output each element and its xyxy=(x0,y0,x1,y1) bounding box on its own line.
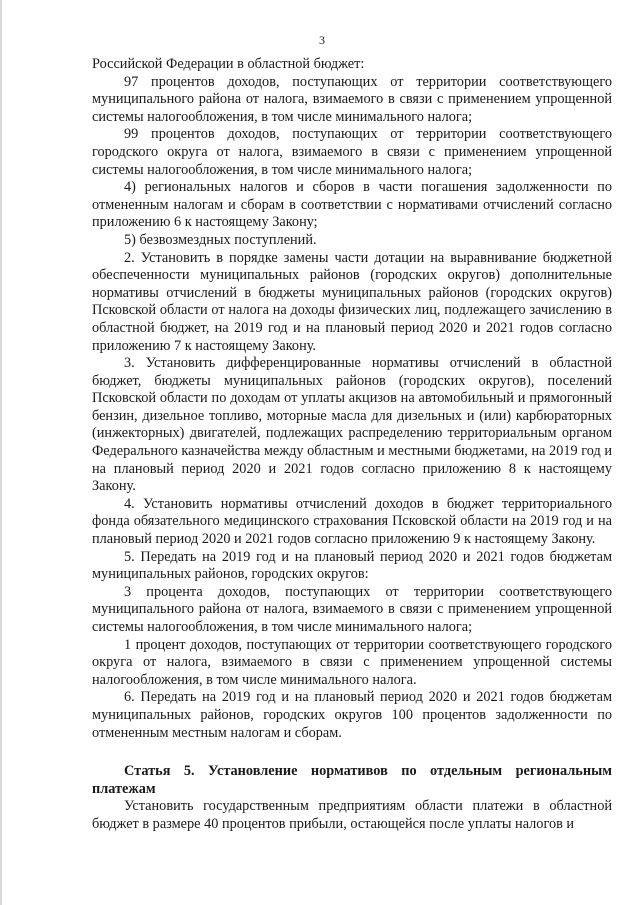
paragraph-3-percent: 3 процента доходов, поступающих от территории соответствующего муниципального района от налога, взимаемого в связи с применением упрощенной системы налогообложения, в том числе минимального налога; xyxy=(92,583,612,635)
paragraph-item-4: 4) региональных налогов и сборов в части погашения задолженности по отмененным налогам и сборам в соответствии с нормативами отчислений согласно приложению 6 к настоящему Закону; xyxy=(92,179,612,231)
page-number: 3 xyxy=(319,33,325,47)
paragraph-clause-4: 4. Установить нормативы отчислений доходов в бюджет территориального фонда обязательного медицинского страхования Псковской области на 2019 год и на плановый период 2020 и 2021 годов согласно приложению 9 к настоящему Закону. xyxy=(92,495,612,548)
article-5-paragraph: Установить государственным предприятиям области платежи в областной бюджет в размере 40 процентов прибыли, остающейся после уплаты налогов и xyxy=(92,798,612,832)
paragraph-item-5: 5) безвозмездных поступлений. xyxy=(124,231,317,248)
paragraph-clause-2: 2. Установить в порядке замены части дотации на выравнивание бюджетной обеспеченности муниципальных районов (городских округов) дополнительные нормативы отчислений в бюджеты муниципальных районов (городских округов) Псковской области от налога на доходы физических лиц, подлежащего зачислению в областной бюджет, на 2019 год и на плановый период 2020 и 2021 годов согласно приложению 7 к настоящему Закону. xyxy=(92,249,612,354)
paragraph-99-percent: 99 процентов доходов, поступающих от территории соответствующего городского округа от налога, взимаемого в связи с применением упрощенной системы налогообложения, в том числе минимального налога; xyxy=(92,126,612,178)
document-body xyxy=(92,56,612,834)
paragraph-clause-5: 5. Передать на 2019 год и на плановый период 2020 и 2021 годов бюджетам муниципальных районов, городских округов: xyxy=(92,548,612,583)
paragraph-continuation: Российской Федерации в областной бюджет: xyxy=(92,56,365,72)
paragraph-1-percent: 1 процент доходов, поступающих от территории соответствующего городского округа от налога, взимаемого в связи с применением упрощенной системы налогообложения, в том числе минимального налога. xyxy=(92,636,612,688)
paragraph-97-percent: 97 процентов доходов, поступающих от территории соответствующего муниципального района от налога, взимаемого в связи с применением упрощенной системы налогообложения, в том числе минимального налога; xyxy=(92,73,612,125)
paragraph-clause-6: 6. Передать на 2019 год и на плановый период 2020 и 2021 годов бюджетам муниципальных районов, городских округов 100 процентов задолженности по отмененным местным налогам и сборам. xyxy=(92,689,612,741)
paragraph-clause-3: 3. Установить дифференцированные нормативы отчислений в областной бюджет, бюджеты муниципальных районов (городских округов), поселений Псковской области по доходам от уплаты акцизов на автомобильный и прямогонный бензин, дизельное топливо, моторные масла для дизельных и (или) карбюраторных (инжекторных) двигателей, подлежащих распределению территориальным органом Федерального казначейства между областным и местными бюджетами, на 2019 год и на плановый период 2020 и 2021 годов согласно приложению 8 к настоящему Закону. xyxy=(92,355,612,495)
article-5-heading: Статья 5. Установление нормативов по отдельным региональным платежам xyxy=(92,763,612,797)
